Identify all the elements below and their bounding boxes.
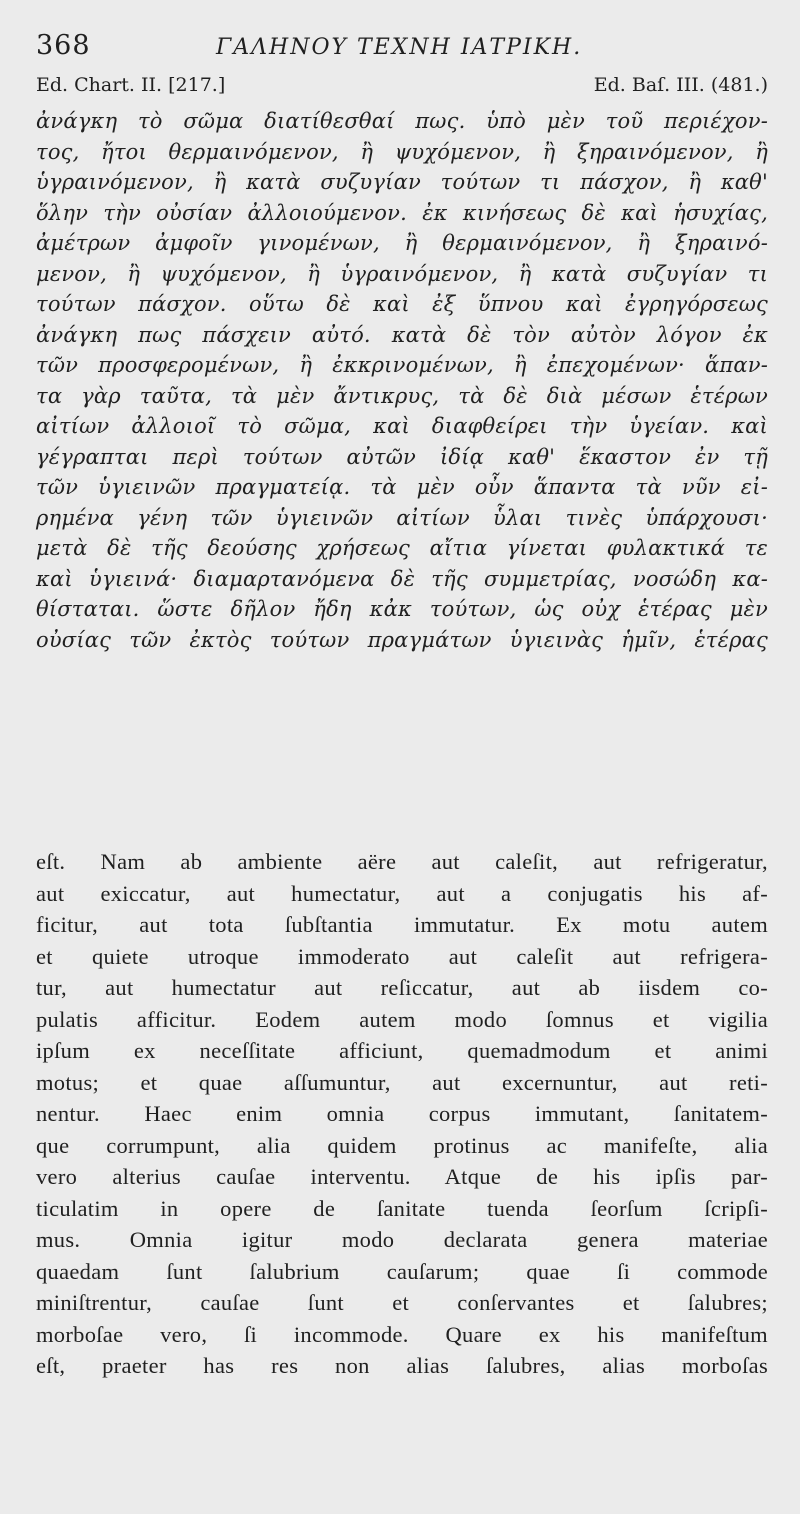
greek-line: οὐσίας τῶν ἐκτὸς τούτων πραγμάτων ὑγιεινὰς ἡμῖν, ἑτέρας (36, 627, 768, 652)
greek-line: ἀνάγκη πως πάσχειν αὐτό. κατὰ δὲ τὸν αὐτὸν λόγον ἐκ (36, 322, 768, 347)
latin-line: ipſum ex neceſſitate afficiunt, quemadmodum et animi (36, 1038, 768, 1063)
greek-line: θίσταται. ὥστε δῆλον ἤδη κἀκ τούτων, ὡς οὐχ ἑτέρας μὲν (36, 597, 768, 621)
latin-line: ficitur, aut tota ſubſtantia immutatur. Ex motu autem (36, 912, 768, 937)
latin-line: tur, aut humectatur aut reſiccatur, aut ab iisdem co- (36, 975, 768, 1000)
greek-line: τα γὰρ ταῦτα, τὰ μὲν ἄντικρυς, τὰ δὲ διὰ μέσων ἑτέρων (36, 383, 768, 408)
latin-line: eſt. Nam ab ambiente aëre aut caleſit, aut refrigeratur, (36, 849, 768, 874)
latin-line: morboſae vero, ſi incommode. Quare ex his manifeſtum (36, 1321, 768, 1347)
greek-line: ἀνάγκη τὸ σῶμα διατίθεσθαί πως. ὑπὸ μὲν τοῦ περιέχον- (36, 109, 768, 133)
greek-text (36, 106, 768, 655)
latin-line: ticulatim in opere de ſanitate tuenda ſeorſum ſcripſi- (36, 1195, 768, 1221)
latin-line: et quiete utroque immoderato aut caleſit aut refrigera- (36, 943, 768, 969)
greek-line: ἀμέτρων ἀμφοῖν γινομένων, ἢ θερμαινόμενον, ἢ ξηραινό- (36, 231, 768, 255)
page-number: 368 (36, 30, 91, 61)
latin-line: eſt, praeter has res non alias ſalubres, alias morboſas (36, 1353, 768, 1378)
latin-line: vero alterius cauſae interventu. Atque de his ipſis par- (36, 1164, 768, 1189)
latin-line: miniſtrentur, cauſae ſunt et conſervantes et ſalubres; (36, 1290, 768, 1315)
latin-line: quaedam ſunt ſalubrium cauſarum; quae ſi commode (36, 1258, 768, 1284)
edition-right: Ed. Baſ. III. (481.) (593, 74, 768, 96)
edition-left: Ed. Chart. II. [217.] (36, 74, 226, 96)
greek-line: ὅλην τὴν οὐσίαν ἀλλοιούμενον. ἐκ κινήσεως δὲ καὶ ἡσυχίας, (36, 200, 768, 225)
greek-line: καὶ ὑγιεινά· διαμαρτανόμενα δὲ τῆς συμμετρίας, νοσώδη κα- (36, 566, 768, 591)
greek-line: τῶν προσφερομένων, ἢ ἐκκρινομένων, ἢ ἐπεχομένων· ἅπαν- (36, 353, 768, 377)
latin-line: que corrumpunt, alia quidem protinus ac manifeſte, alia (36, 1132, 768, 1158)
latin-line: nentur. Haec enim omnia corpus immutant, ſanitatem- (36, 1101, 768, 1126)
running-head (36, 30, 768, 72)
latin-line: mus. Omnia igitur modo declarata genera materiae (36, 1227, 768, 1252)
greek-line: μετὰ δὲ τῆς δεούσης χρήσεως αἴτια γίνεται φυλακτικά τε (36, 536, 768, 560)
latin-line: motus; et quae aſſumuntur, aut excernuntur, aut reti- (36, 1069, 768, 1095)
greek-line: αἰτίων ἀλλοιοῖ τὸ σῶμα, καὶ διαφθείρει τὴν ὑγείαν. καὶ (36, 414, 768, 438)
greek-line: ρημένα γένη τῶν ὑγιεινῶν αἰτίων ὗλαι τινὲς ὑπάρχουσι· (36, 505, 768, 530)
greek-line: τος, ἤτοι θερμαινόμενον, ἢ ψυχόμενον, ἢ ξηραινόμενον, ἢ (36, 139, 768, 164)
greek-line: τούτων πάσχον. οὕτω δὲ καὶ ἐξ ὕπνου καὶ ἐγρηγόρσεως (36, 292, 768, 316)
greek-line: μενον, ἢ ψυχόμενον, ἢ ὑγραινόμενον, ἢ κατὰ συζυγίαν τι (36, 261, 768, 286)
latin-text (36, 846, 768, 1382)
running-title: ΓΑΛΗΝΟΥ ΤΕΧΝΗ ΙΑΤΡΙΚΗ. (216, 35, 583, 60)
greek-line: ὑγραινόμενον, ἢ κατὰ συζυγίαν τούτων τι πάσχον, ἢ καθ' (36, 170, 768, 194)
greek-line: τῶν ὑγιεινῶν πραγματείᾳ. τὰ μὲν οὖν ἅπαντα τὰ νῦν εἰ- (36, 475, 768, 499)
greek-line: γέγραπται περὶ τούτων αὐτῶν ἰδίᾳ καθ' ἕκαστον ἐν τῇ (36, 444, 768, 469)
latin-line: pulatis afficitur. Eodem autem modo ſomnus et vigilia (36, 1006, 768, 1032)
edition-references (36, 74, 768, 104)
latin-line: aut exiccatur, aut humectatur, aut a conjugatis his af- (36, 880, 768, 906)
